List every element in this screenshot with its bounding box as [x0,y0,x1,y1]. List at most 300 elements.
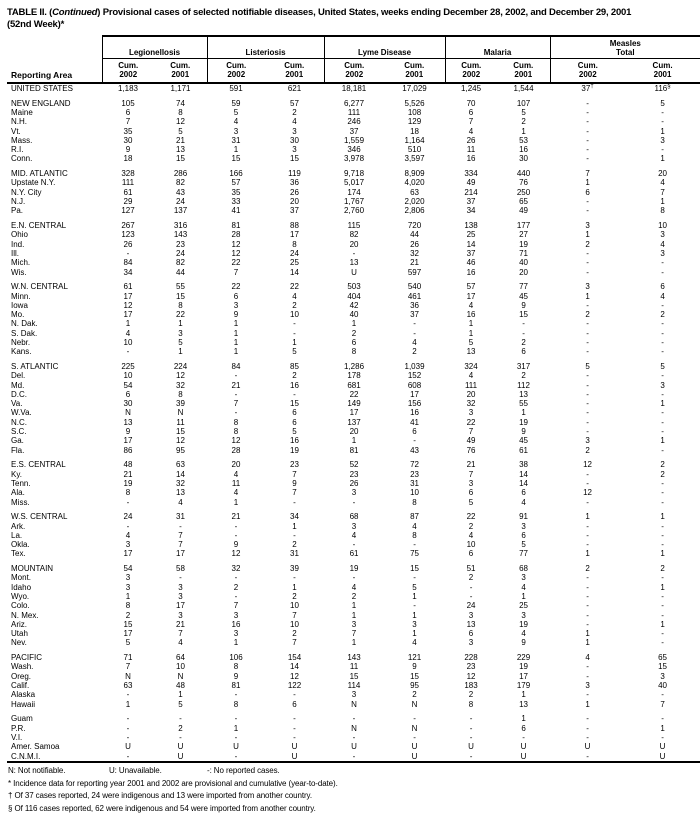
value-cell: - [234,591,238,601]
value-cell: N [411,723,418,733]
value-cell: 179 [516,681,531,691]
value-cell: 3 [585,282,590,292]
value-cell: 8 [351,347,357,357]
value-cell: 2,020 [404,197,425,207]
value-cell: - [586,521,589,531]
value-cell: 21 [466,460,476,470]
col-legionellosis-cum-2002: Cum. 2002 [102,59,154,84]
area-cell: W.Va. [11,408,32,418]
value-cell: 225 [121,361,135,371]
area-cell: Mich. [11,258,31,268]
table-row [7,620,700,629]
value-cell: 21 [410,258,419,268]
value-cell: - [469,714,473,724]
value-cell: 14 [176,469,185,479]
value-cell: 3 [412,619,417,629]
value-cell: 16 [466,154,476,164]
value-cell: - [234,371,238,381]
area-cell: V.I. [11,732,23,742]
value-cell: 14 [466,239,476,249]
area-cell: Va. [11,399,23,409]
value-cell: 81 [231,221,241,231]
reporting-area-header: Reporting Area [7,36,102,83]
value-cell: 6 [660,282,665,292]
value-cell: 440 [516,169,531,179]
value-cell: U [411,751,418,761]
table-row [7,638,700,647]
value-cell: - [469,723,473,733]
col-malaria-cum-2001: Cum. 2001 [497,59,550,84]
value-cell: 37 [290,206,299,216]
table-row [7,258,700,267]
table-row [7,592,700,601]
value-cell: 6 [468,549,474,559]
value-cell: 11 [176,417,185,427]
value-cell: 74 [176,98,185,108]
value-cell: 75 [410,549,419,559]
value-cell: - [586,117,589,127]
value-cell: 15 [176,291,185,301]
value-cell: 7 [468,427,474,437]
table-title-line2 [7,19,696,31]
table-row [7,733,700,742]
value-cell: - [586,530,589,540]
value-cell: - [586,300,589,310]
value-cell: 7 [585,169,590,179]
value-cell: - [293,328,296,338]
value-cell: 31 [231,135,241,145]
table-row [7,136,700,145]
value-cell: - [413,714,416,724]
value-cell: 12 [583,460,592,470]
area-cell: Tenn. [11,478,31,488]
value-cell: 1 [292,582,297,592]
value-cell: 37 [466,197,476,207]
value-cell: - [586,408,589,418]
value-cell: 1 [351,610,357,620]
area-cell: Nev. [11,638,27,648]
value-cell: 12 [231,239,241,249]
value-cell: 122 [287,681,302,691]
value-cell: 608 [407,380,422,390]
value-cell: - [586,732,589,742]
value-cell: 22 [466,512,476,522]
area-cell: S. ATLANTIC [11,361,59,371]
value-cell: 2,760 [344,206,365,216]
area-cell: D.C. [11,389,27,399]
area-cell: Minn. [11,291,31,301]
value-cell: 31 [176,512,185,522]
value-cell: 9 [233,540,239,550]
value-cell: 5 [292,427,297,437]
value-cell: 10 [290,619,299,629]
area-cell: Pa. [11,206,24,216]
value-cell: - [293,723,296,733]
value-cell: 22 [349,389,359,399]
value-cell: - [586,248,589,258]
value-cell: 23 [349,469,359,479]
table-row [7,230,700,239]
value-cell: 6 [292,417,297,427]
value-cell: 63 [123,681,133,691]
value-cell: 3 [521,521,526,531]
area-cell: Okla. [11,540,30,550]
table-row [7,99,700,108]
value-cell: 6 [521,723,526,733]
value-cell: 22 [231,282,241,292]
value-cell: 1 [660,436,665,446]
value-cell: - [661,591,664,601]
value-cell: 108 [407,107,422,117]
value-cell: 149 [347,399,361,409]
value-cell: 12 [231,248,241,258]
value-cell: 3 [292,145,297,155]
value-cell: U [659,742,666,752]
value-cell: 34 [123,267,133,277]
table-row [7,240,700,249]
value-cell: 12 [231,436,241,446]
value-cell: - [522,732,525,742]
value-cell: 21 [123,469,133,479]
area-cell: Ga. [11,436,24,446]
value-cell: 1 [660,723,665,733]
value-cell: 3 [233,126,239,136]
value-cell: 7 [178,540,183,550]
area-cell: Wis. [11,267,27,277]
value-cell: 28 [231,445,241,455]
value-cell: 8 [178,389,183,399]
table-row [7,221,700,230]
value-cell: 178 [347,371,361,381]
table-row [7,522,700,531]
value-cell: - [413,436,416,446]
group-label: Listeriosis [245,48,286,57]
value-cell: 2 [412,690,417,700]
value-cell: 4 [125,530,131,540]
value-cell: 111 [121,178,135,188]
group-legionellosis [102,36,207,59]
value-cell: 11 [466,145,476,155]
value-cell: 3 [178,328,183,338]
value-cell: 7 [292,638,297,648]
value-cell: 7 [125,117,131,127]
value-cell: 64 [176,653,185,663]
area-cell: E.S. CENTRAL [11,460,66,470]
value-cell: 250 [516,187,531,197]
value-cell: - [293,690,296,700]
value-cell: 3 [660,671,665,681]
value-cell: 9 [292,478,297,488]
table-header [7,36,700,83]
group-label: Legionellosis [128,48,181,57]
value-cell: 9 [125,427,131,437]
value-cell: 5 [468,337,474,347]
value-cell: - [293,389,296,399]
value-cell: 3 [660,248,665,258]
value-cell: 24 [176,197,185,207]
value-cell: 61 [349,549,359,559]
value-cell: 8 [412,497,417,507]
col-measles-cum-2002: Cum. 2002 [550,59,625,84]
value-cell: 71 [123,653,133,663]
area-cell: PACIFIC [11,653,42,663]
value-cell: 8 [125,601,131,611]
value-cell: 49 [466,178,476,188]
value-cell: 30 [290,135,299,145]
value-cell: 24 [290,248,299,258]
area-cell: R.I. [11,145,24,155]
legend-no-cases: -: No reported cases. [207,765,280,775]
value-cell: 4 [351,530,357,540]
value-cell: 20 [231,460,241,470]
value-cell: 2 [660,310,665,320]
value-cell: 9,718 [344,169,365,179]
value-cell: - [293,732,296,742]
value-cell: - [661,145,664,155]
value-cell: - [661,445,664,455]
value-cell: 18 [123,154,133,164]
area-cell: Guam [11,714,33,724]
value-cell: 1 [292,337,297,347]
table-row [7,583,700,592]
area-cell: Ala. [11,488,25,498]
value-cell: 4 [412,521,417,531]
value-cell: 37 [349,126,359,136]
footnote-marker: § [667,83,671,90]
value-cell: - [352,248,356,258]
col-legionellosis-cum-2001: Cum. 2001 [154,59,207,84]
table-row [7,488,700,497]
value-cell: 8,909 [404,169,425,179]
value-cell: 3 [178,591,183,601]
table-row [7,479,700,488]
value-cell: 3 [468,638,474,648]
value-cell: 52 [349,460,359,470]
value-cell: 34 [466,206,476,216]
value-cell: 1 [660,154,665,164]
table-row [7,629,700,638]
table-row [7,301,700,310]
value-cell: 37 [410,310,419,320]
area-cell: Maine [11,107,33,117]
group-label: Malaria [483,48,512,57]
table-row [7,282,700,291]
value-cell: - [586,98,589,108]
value-cell: 174 [347,187,361,197]
area-cell: Tex. [11,549,26,559]
area-cell: Mont. [11,573,32,583]
value-cell: U [659,751,666,761]
value-cell: - [234,389,238,399]
value-cell: 1 [521,408,526,418]
value-cell: - [661,267,664,277]
value-cell: 16 [290,436,299,446]
value-cell: 5 [178,126,183,136]
value-cell: 13 [466,619,476,629]
value-cell: - [586,126,589,136]
area-cell: Hawaii [11,699,36,709]
value-cell: 14 [290,662,299,672]
area-cell: Alaska [11,690,36,700]
value-cell: 4 [292,117,297,127]
value-cell: U [233,742,239,752]
value-cell: - [586,135,589,145]
value-cell: 43 [410,445,419,455]
value-cell: - [586,267,589,277]
value-cell: 1 [468,319,474,329]
table-row [7,206,700,215]
group-malaria [445,36,550,59]
value-cell: 1 [521,126,526,136]
value-cell: 70 [466,98,476,108]
value-cell: - [661,601,664,611]
value-cell: 6 [468,629,474,639]
value-cell: 10 [123,371,133,381]
value-cell: 4 [233,117,239,127]
value-cell: 2 [521,117,526,127]
value-cell: 24 [466,601,476,611]
value-cell: 3 [125,573,131,583]
value-cell: - [661,117,664,127]
value-cell: 35 [123,126,133,136]
value-cell: 19 [519,662,528,672]
value-cell: 19 [349,564,359,574]
area-cell: Colo. [11,601,30,611]
table-row [7,653,700,662]
value-cell: 8 [125,488,131,498]
value-cell: 2 [351,328,357,338]
value-cell: 2 [468,690,474,700]
value-cell: 9 [521,427,526,437]
value-cell: 3 [351,619,357,629]
value-cell: 7 [233,399,239,409]
value-cell: 13 [519,389,528,399]
value-cell: - [586,751,589,761]
value-cell: 27 [519,230,528,240]
value-cell: 681 [347,380,361,390]
value-cell: 30 [123,399,133,409]
value-cell: 116§ [654,83,671,93]
value-cell: 44 [176,267,185,277]
value-cell: 5 [521,540,526,550]
value-cell: - [661,629,664,639]
value-cell: U [520,751,527,761]
value-cell: 7 [292,488,297,498]
value-cell: 8 [468,699,474,709]
value-cell: 16 [231,619,241,629]
value-cell: 55 [519,399,528,409]
value-cell: 21 [231,380,241,390]
value-cell: - [661,610,664,620]
value-cell: - [126,497,130,507]
value-cell: - [661,573,664,583]
table-row [7,381,700,390]
value-cell: - [126,690,130,700]
table-row [7,362,700,371]
value-cell: 324 [464,361,478,371]
col-measles-cum-2001: Cum. 2001 [625,59,700,84]
value-cell: 8 [233,662,239,672]
value-cell: 29 [123,197,133,207]
value-cell: 55 [176,282,185,292]
area-cell: Kans. [11,347,32,357]
value-cell: 328 [121,169,135,179]
value-cell: - [661,488,664,498]
value-cell: 77 [519,549,528,559]
value-cell: 35 [231,187,241,197]
value-cell: 107 [516,98,531,108]
value-cell: - [352,714,356,724]
value-cell: 4 [178,638,183,648]
value-cell: 3 [178,610,183,620]
group-label: Lyme Disease [357,48,412,57]
value-cell: - [661,328,664,338]
value-cell: 12 [231,549,241,559]
value-cell: 6 [412,427,417,437]
value-cell: 6 [521,347,526,357]
value-cell: 14 [519,478,528,488]
value-cell: - [661,337,664,347]
value-cell: 53 [519,135,528,145]
value-cell: 2 [468,573,474,583]
value-cell: 111 [464,380,478,390]
value-cell: 4 [412,638,417,648]
area-cell: Amer. Samoa [11,742,60,752]
table-row [7,601,700,610]
area-cell: N.J. [11,197,26,207]
value-cell: 81 [349,445,359,455]
value-cell: 9 [521,300,526,310]
value-cell: - [586,601,589,611]
area-cell: Wyo. [11,591,30,601]
area-cell: Mo. [11,310,25,320]
value-cell: 16 [466,267,476,277]
value-cell: 5 [468,497,474,507]
value-cell: 19 [123,478,133,488]
value-cell: 214 [464,187,478,197]
value-cell: 246 [347,117,361,127]
value-cell: N [411,699,418,709]
value-cell: 21 [176,135,185,145]
value-cell: - [413,601,416,611]
value-cell: 26 [290,187,299,197]
value-cell: 19 [519,619,528,629]
value-cell: - [586,591,589,601]
value-cell: 5,017 [344,178,365,188]
value-cell: - [586,497,589,507]
col-lyme-cum-2002: Cum. 2002 [324,59,384,84]
table-row [7,512,700,521]
value-cell: 3 [233,300,239,310]
value-cell: 61 [519,445,528,455]
value-cell: 461 [407,291,422,301]
value-cell: 15 [176,427,185,437]
area-cell: Ill. [11,248,19,258]
value-cell: 2 [412,347,417,357]
value-cell: 7 [351,629,357,639]
value-cell: 15 [519,310,528,320]
value-cell: 3 [351,488,357,498]
value-cell: 7 [233,601,239,611]
value-cell: 1 [292,521,297,531]
value-cell: - [469,591,473,601]
value-cell: - [234,714,238,724]
table-row [7,446,700,455]
value-cell: 3 [178,582,183,592]
value-cell: - [586,619,589,629]
value-cell: 12 [176,117,185,127]
value-cell: 10 [410,488,419,498]
